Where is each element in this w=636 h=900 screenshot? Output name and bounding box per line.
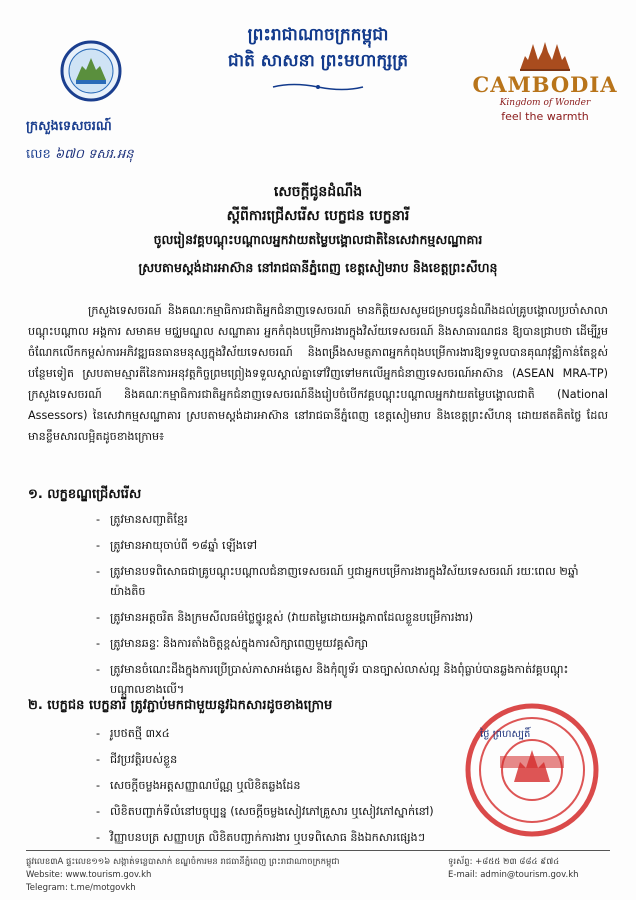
criteria-list — [110, 510, 600, 706]
list-item: - ត្រូវមានបទពិសោធជាគ្រូបណ្តុះបណ្តាលជំនាញទេសចរណ៍ ឬជាអ្នកបម្រើការងារក្នុងវិស័យទេសចរណ៍ រយៈពេល ២ឆ្នាំ យ៉ាងតិច — [110, 562, 600, 602]
letter-number-label: លេខ — [26, 147, 51, 162]
section-heading-documents: ២. បេក្ខជន បេក្ខនារី ត្រូវភ្ជាប់មកជាមួយនូវឯកសារដូចខាងក្រោម — [28, 698, 333, 713]
list-item: - ត្រូវមានចំណេះដឹងក្នុងការប្រើប្រាស់ភាសាអង់គ្លេស និងកុំព្យូទ័រ បានច្បាស់លាស់ល្អ និងពុំធ្លាប់បានឆ្លងកាត់វគ្គបណ្តុះបណ្តាលខាងលើ។ — [110, 660, 600, 700]
issuing-ministry: ក្រសួងទេសចរណ៍ — [26, 119, 112, 134]
list-item: - ត្រូវមានអាយុចាប់ពី ១៨ឆ្នាំ ឡើងទៅ — [110, 536, 600, 556]
document-subject: ស្តីពីការជ្រើសរើស បេក្ខជន បេក្ខនារី — [226, 208, 410, 224]
list-item: - សេចក្តីចម្លងអត្តសញ្ញាណប័ណ្ណ ឬលិខិតឆ្លងដែន — [110, 776, 600, 796]
letter-number — [26, 146, 134, 165]
list-item: - ត្រូវមានសញ្ជាតិខ្មែរ — [110, 510, 600, 530]
list-item: - លិខិតបញ្ជាក់ទីលំនៅបច្ចុប្បន្ន (សេចក្តីចម្លងសៀវភៅគ្រួសារ ឬសៀវភៅស្នាក់នៅ) — [110, 802, 600, 822]
footer-contact-left — [26, 856, 339, 895]
footer-divider — [26, 850, 610, 851]
signature-date: ថ្ងៃ ព្រហស្បតិ៍ — [480, 729, 531, 740]
footer-telegram: Telegram: t.me/motgovkh — [26, 883, 136, 893]
document-subject-line-2: ចូលរៀនវគ្គបណ្តុះបណ្តាលអ្នកវាយតម្លៃបង្គោលជាតិនៃសេវាកម្មសណ្ឋាគារ — [153, 232, 483, 247]
list-item: - វិញ្ញាបនបត្រ សញ្ញាបត្រ លិខិតបញ្ជាក់ការងារ ឬបទពិសោធ និងឯកសារផ្សេងៗ — [110, 828, 600, 848]
footer-website: Website: www.tourism.gov.kh — [26, 870, 152, 880]
brand-word: CAMBODIA — [472, 72, 618, 97]
footer-phone: ទូរស័ព្ទ: +៨៥៥ ២៣ ៨៨៤ ៩៧៤ — [448, 857, 560, 867]
section-heading-criteria: ១. លក្ខខណ្ឌជ្រើសរើស — [28, 487, 142, 502]
intro-paragraph: ក្រសួងទេសចរណ៍ និងគណៈកម្មាធិការជាតិអ្នកជំនាញទេសចរណ៍ មានកិត្តិយសសូមជម្រាបជូនដំណឹងដល់គ្រូបង្គោលប្រចាំសាលាបណ្តុះបណ្តាល អង្គការ សមាគម មជ្ឈមណ្ឌល សណ្ឋាគារ អ្នកកំពុងបម្រើការងារក្នុងវិស័យទេសចរណ៍ និងសាធារណជន ឱ្យបានជ្រាបថា ដើម្បីរួមចំណែកលើកកម្ពស់ការអភិវឌ្ឍធនធានមនុស្សក្នុងវិស័យទេសចរណ៍ និងពង្រឹងសមត្ថភាពអ្នកកំពុងបម្រើការងារឱ្យទទួលបានគុណវុឌ្ឍិកាន់តែខ្ពស់បន្ថែមទៀត ស្របតាមស្មារតីនៃការអនុវត្តកិច្ចព្រមព្រៀងទទួលស្គាល់គ្នាទៅវិញទៅមកលើអ្នកជំនាញទេសចរណ៍អាស៊ាន (ASEAN MRA-TP) ក្រសួងទេសចរណ៍ និងគណៈកម្មាធិការជាតិអ្នកជំនាញទេសចរណ៍នឹងរៀបចំបើកវគ្គបណ្តុះបណ្តាលអ្នកវាយតម្លៃបង្គោលជាតិ (National Assessors) នៃសេវាកម្មសណ្ឋាគារ ស្របតាមស្តង់ដារអាស៊ាន នៅរាជធានីភ្នំពេញ ខេត្តសៀមរាប និងខេត្តព្រះសីហនុ ដោយឥតគិតថ្លៃ ដែលមានខ្លឹមសារលម្អិតដូចខាងក្រោម៖ — [28, 304, 608, 443]
document-subject-line-3: ស្របតាមស្តង់ដារអាស៊ាន នៅរាជធានីភ្នំពេញ ខេត្តសៀមរាប និងខេត្តព្រះសីហនុ — [138, 260, 498, 275]
footer-email: E-mail: admin@tourism.gov.kh — [448, 870, 579, 880]
brand-slogan: feel the warmth — [501, 110, 589, 123]
list-item: - ត្រូវមានអត្តចរិត និងក្រមសីលធម៌ថ្លៃថ្នូរខ្ពស់ (វាយតម្លៃដោយអង្គភាពដែលខ្លួនបម្រើការងារ) — [110, 608, 600, 628]
letter-number-value: ៦៧០ ទសរ.អនុ — [54, 147, 134, 162]
document-title: សេចក្តីជូនដំណឹង — [273, 184, 363, 200]
brand-tagline: Kingdom of Wonder — [499, 98, 591, 108]
official-seal-icon — [462, 700, 602, 840]
footer-address: ផ្លូវលេខ៣A ផ្ទះលេខ១១៦ សង្កាត់ទន្លេបាសាក់ ខណ្ឌចំការមន រាជធានីភ្នំពេញ ព្រះរាជាណាចក្រកម្ពុជា — [26, 857, 340, 867]
footer-contact-right — [448, 856, 579, 882]
kingdom-heading: ព្រះរាជាណាចក្រកម្ពុជា — [247, 25, 389, 45]
list-item: - រូបថតថ្មី ៣x៤ — [110, 724, 600, 744]
list-item: - ជីវប្រវត្តិរបស់ខ្លួន — [110, 750, 600, 770]
divider-ornament — [268, 82, 368, 92]
national-motto: ជាតិ សាសនា ព្រះមហាក្សត្រ — [227, 51, 409, 71]
list-item: - ត្រូវមានឆន្ទៈ និងការតាំងចិត្តខ្ពស់ក្នុងការសិក្សាពេញមួយវគ្គសិក្សា — [110, 634, 600, 654]
